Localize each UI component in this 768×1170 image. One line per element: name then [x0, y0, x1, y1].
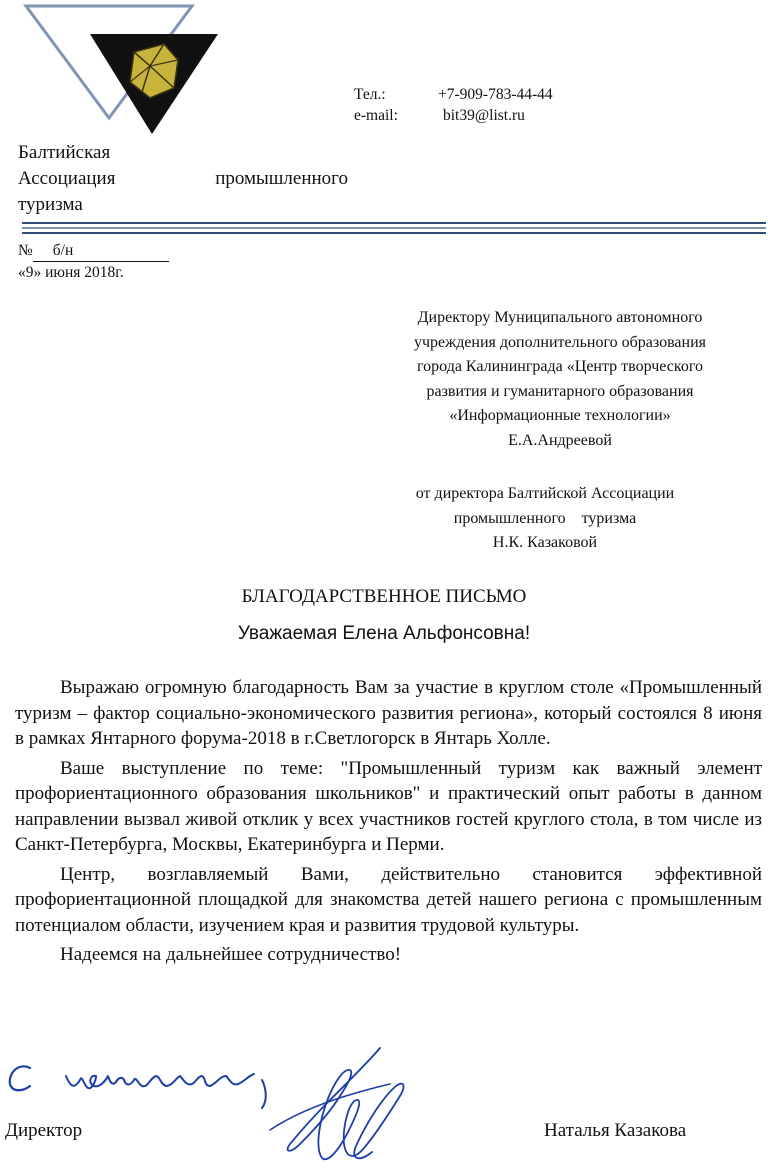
- addressee-line: «Информационные технологии»: [449, 407, 671, 424]
- addressee-line: развития и гуманитарного образования: [426, 382, 694, 400]
- org-line: Балтийская: [18, 142, 111, 163]
- body-paragraph: Центр, возглавляемый Вами, действительно становится эффективной профориентационной площадкой для знакомства детей нашего региона с промышленным потенциалом области, изучением края и развития трудовой культуры.: [15, 863, 762, 936]
- sender-line: Н.К. Казаковой: [492, 534, 598, 551]
- email-address: bit39@list.ru: [443, 107, 525, 124]
- org-word: Ассоциация: [18, 168, 116, 189]
- addressee-line: города Калининграда «Центр творческого: [416, 358, 703, 375]
- amber-triangle-logo-icon: [22, 0, 222, 140]
- signature: [230, 1040, 430, 1170]
- document-date: «9» июня 2018г.: [18, 264, 124, 281]
- document-number-block: [18, 240, 169, 283]
- org-line: [18, 166, 348, 192]
- addressee-line: учреждения дополнительного образования: [413, 333, 707, 351]
- organization-name: [18, 140, 348, 218]
- phone-number: +7-909-783-44-44: [438, 86, 553, 103]
- contacts-block: [354, 84, 553, 126]
- number-value: б/н: [49, 240, 86, 262]
- body-paragraph: Выражаю огромную благодарность Вам за участие в круглом столе «Промышленный туризм – фактор социально-экономического развития региона», который состоялся 8 июня в рамках Янтарного форума-2018 в г.Светлогорск в Янтарь Холле.: [15, 677, 762, 749]
- phone-label: Тел.:: [354, 86, 386, 103]
- letter-title: БЛАГОДАРСТВЕННОЕ ПИСЬМО: [241, 586, 527, 607]
- email-label: e-mail:: [354, 107, 398, 124]
- signer-role: Директор: [5, 1120, 83, 1141]
- addressee-line: Директору Муниципального автономного: [417, 309, 703, 326]
- letterhead-divider: [22, 220, 766, 236]
- sender-line: промышленного туризма: [453, 509, 637, 527]
- body-paragraph: Надеемся на дальнейшее сотрудничество!: [60, 944, 402, 965]
- signer-name: Наталья Казакова: [544, 1120, 687, 1141]
- sender-block: [370, 482, 720, 556]
- addressee-line: Е.А.Андреевой: [508, 431, 612, 449]
- document-number: [18, 240, 169, 262]
- blank-line: [85, 240, 169, 262]
- blank-line: [33, 240, 49, 262]
- greeting: Уважаемая Елена Альфонсовна!: [237, 623, 531, 644]
- sender-line: от директора Балтийской Ассоциации: [415, 485, 675, 502]
- letter-body: [15, 675, 762, 972]
- body-paragraph: Ваше выступление по теме: "Промышленный туризм как важный элемент профориентационного образования школьников" и практический опыт работы в данном направлении вызвал живой отклик у всех участников гостей круглого стола, в том числе из Санкт-Петербурга, Москвы, Екатеринбурга и Перми.: [15, 757, 762, 855]
- org-line: туризма: [18, 194, 83, 215]
- org-word: промышленного: [215, 168, 348, 189]
- addressee-block: [370, 306, 750, 453]
- number-prefix: №: [18, 242, 33, 259]
